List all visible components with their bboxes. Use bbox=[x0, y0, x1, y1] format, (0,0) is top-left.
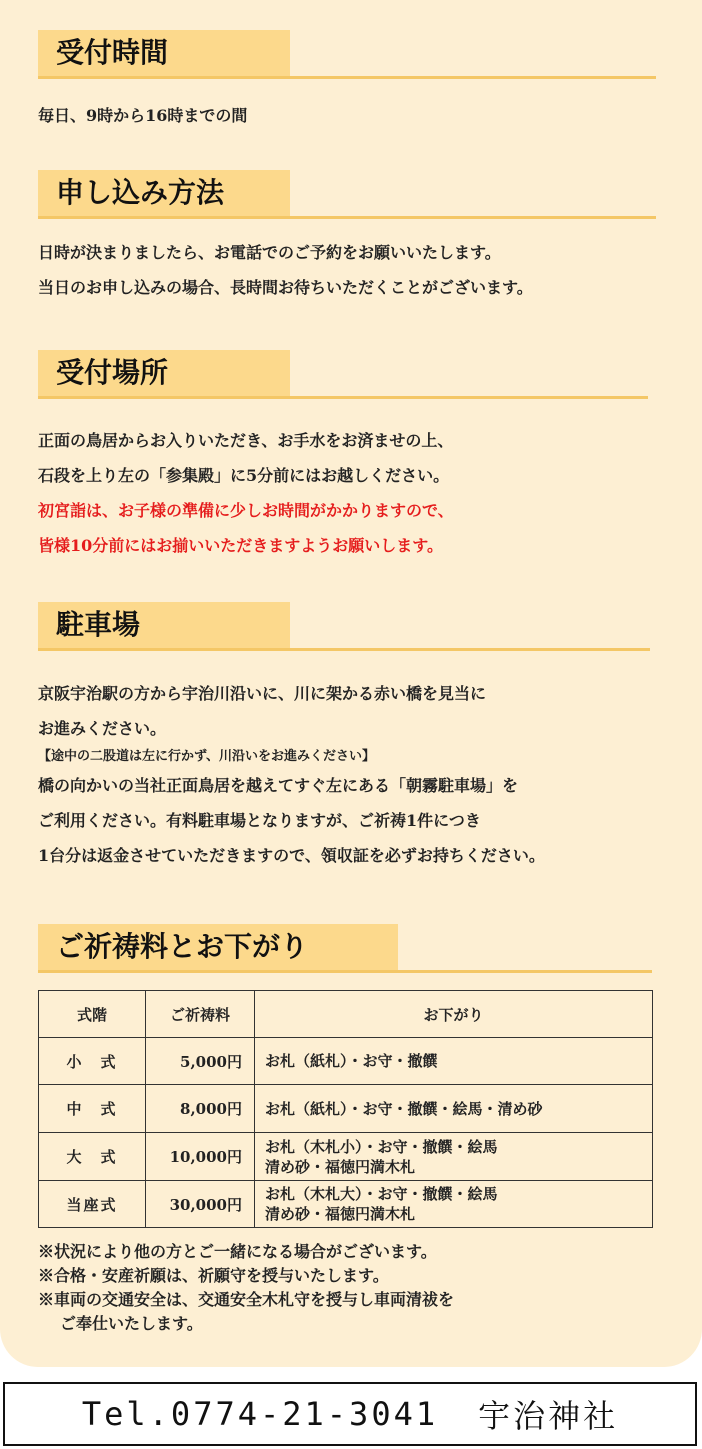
section-title-reception-hours: 受付時間 bbox=[38, 30, 290, 76]
items-line: 清め砂・福徳円満木札 bbox=[265, 1157, 416, 1176]
column-header: ご祈祷料 bbox=[146, 991, 255, 1038]
reception-place-warning: 皆様10分前にはお揃いいただきますようお願いします。 bbox=[38, 536, 443, 555]
reception-place-text bbox=[38, 423, 454, 563]
contact-footer bbox=[3, 1382, 697, 1446]
section-title-reception-place: 受付場所 bbox=[38, 350, 290, 396]
items-line: お札（木札小）・お守・撤饌・絵馬 bbox=[265, 1137, 498, 1156]
section-title-application: 申し込み方法 bbox=[38, 170, 290, 216]
parking-line: お進みください。 bbox=[38, 719, 167, 738]
reception-hours-line: 毎日、9時から16時までの間 bbox=[38, 106, 248, 125]
reception-place-line: 正面の鳥居からお入りいただき、お手水をお済ませの上、 bbox=[38, 431, 454, 450]
grade-cell: 中 式 bbox=[39, 1085, 146, 1133]
fees-notes bbox=[38, 1240, 454, 1336]
note-line: ※状況により他の方とご一緒になる場合がございます。 bbox=[38, 1242, 437, 1261]
column-header: 式階 bbox=[39, 991, 146, 1038]
items-cell bbox=[255, 1181, 653, 1228]
fee-cell: 10,000円 bbox=[146, 1133, 255, 1181]
items-cell bbox=[255, 1133, 653, 1181]
fees-table bbox=[38, 990, 653, 1228]
table-header-row bbox=[39, 991, 653, 1038]
fee-cell: 30,000円 bbox=[146, 1181, 255, 1228]
items-line: 清め砂・福徳円満木札 bbox=[265, 1205, 416, 1223]
items-line: お札（紙札）・お守・撤饌 bbox=[265, 1052, 438, 1070]
phone-number: Tel.0774-21-3041 bbox=[81, 1395, 439, 1433]
column-header: お下がり bbox=[255, 991, 653, 1038]
parking-line: 1台分は返金させていただきますので、領収証を必ずお持ちください。 bbox=[38, 846, 545, 865]
grade-cell: 小 式 bbox=[39, 1038, 146, 1085]
section-rule bbox=[38, 648, 650, 651]
parking-note: 【途中の二股道は左に行かず、川沿いをお進みください】 bbox=[38, 749, 375, 764]
items-cell bbox=[255, 1038, 653, 1085]
fee-cell: 8,000円 bbox=[146, 1085, 255, 1133]
reception-place-line: 石段を上り左の「参集殿」に5分前にはお越しください。 bbox=[38, 466, 450, 485]
table-row bbox=[39, 1133, 653, 1181]
parking-text bbox=[38, 676, 545, 873]
parking-line: 京阪宇治駅の方から宇治川沿いに、川に架かる赤い橋を見当に bbox=[38, 684, 487, 703]
section-rule bbox=[38, 216, 656, 219]
application-line: 当日のお申し込みの場合、長時間お待ちいただくことがございます。 bbox=[38, 278, 533, 297]
shrine-name: 宇治神社 bbox=[478, 1397, 619, 1435]
application-text bbox=[38, 235, 533, 305]
note-line: ※車両の交通安全は、交通安全木札守を授与し車両清祓を bbox=[38, 1290, 455, 1309]
application-line: 日時が決まりましたら、お電話でのご予約をお願いいたします。 bbox=[38, 243, 501, 262]
reception-place-warning: 初宮詣は、お子様の準備に少しお時間がかかりますので、 bbox=[38, 501, 454, 520]
items-cell bbox=[255, 1085, 653, 1133]
parking-line: 橋の向かいの当社正面鳥居を越えてすぐ左にある「朝霧駐車場」を bbox=[38, 776, 519, 795]
section-rule bbox=[38, 396, 648, 399]
table-row bbox=[39, 1038, 653, 1085]
table-row bbox=[39, 1181, 653, 1228]
section-rule bbox=[38, 76, 656, 79]
table-row bbox=[39, 1085, 653, 1133]
fee-cell: 5,000円 bbox=[146, 1038, 255, 1085]
section-rule bbox=[38, 970, 652, 973]
note-line: ※合格・安産祈願は、祈願守を授与いたします。 bbox=[38, 1266, 389, 1285]
section-title-parking: 駐車場 bbox=[38, 602, 290, 648]
grade-cell: 大 式 bbox=[39, 1133, 146, 1181]
items-line: お札（木札大）・お守・撤饌・絵馬 bbox=[265, 1185, 498, 1203]
parking-line: ご利用ください。有料駐車場となりますが、ご祈祷1件につき bbox=[38, 811, 481, 830]
items-line: お札（紙札）・お守・撤饌・絵馬・清め砂 bbox=[265, 1099, 543, 1118]
reception-hours-text bbox=[38, 98, 247, 133]
section-title-fees: ご祈祷料とお下がり bbox=[38, 924, 398, 970]
grade-cell: 当座式 bbox=[39, 1181, 146, 1228]
note-line: ご奉仕いたします。 bbox=[60, 1314, 203, 1333]
